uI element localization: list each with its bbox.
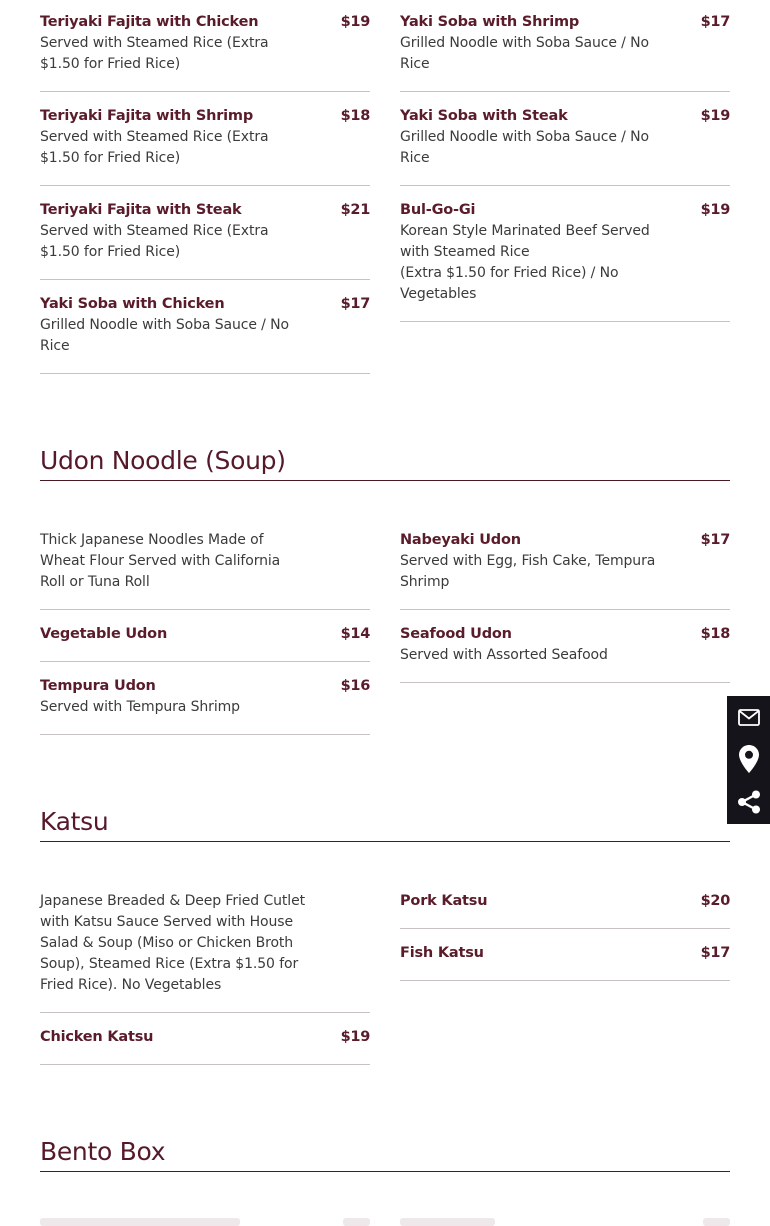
menu-item-price: $18	[700, 626, 730, 642]
menu-item-name: Teriyaki Fajita with Chicken	[40, 14, 259, 30]
location-button[interactable]	[727, 738, 770, 780]
menu-item	[400, 200, 730, 322]
menu-item-price: $19	[340, 14, 370, 30]
section-header-katsu	[40, 805, 730, 839]
menu-item-name: Pork Katsu	[400, 893, 488, 909]
section-note: Japanese Breaded & Deep Fried Cutlet with Katsu Sauce Served with House Salad & Soup (Miso or Chicken Broth Soup), Steamed Rice (Extra $1.50 for Fried Rice). No Vegetables	[40, 893, 305, 993]
menu-item-price: $19	[700, 108, 730, 124]
menu-item	[400, 106, 730, 186]
menu-item-name: Bul-Go-Gi	[400, 202, 476, 218]
cut-off-menu-item-name	[40, 1218, 240, 1226]
cut-off-menu-item-price	[703, 1218, 730, 1226]
menu-item-name: Tempura Udon	[40, 678, 156, 694]
menu-item-desc: Grilled Noodle with Soba Sauce / No Rice	[400, 129, 649, 166]
menu-item-price: $17	[340, 296, 370, 312]
menu-item	[400, 12, 730, 92]
section-header-bento	[40, 1135, 730, 1169]
menu-item-price: $14	[340, 626, 370, 642]
menu-item-price: $18	[340, 108, 370, 124]
menu-item-name: Vegetable Udon	[40, 626, 168, 642]
menu-item	[40, 12, 370, 92]
section-divider	[40, 841, 730, 842]
share-button[interactable]	[727, 781, 770, 823]
menu-item-desc: Korean Style Marinated Beef Served with Steamed Rice	[400, 223, 650, 260]
menu-item-desc-extra: (Extra $1.50 for Fried Rice) / No Vegetables	[400, 265, 619, 302]
envelope-icon	[738, 709, 760, 726]
menu-item-price: $20	[700, 893, 730, 909]
menu-item-name: Seafood Udon	[400, 626, 512, 642]
menu-item	[40, 676, 370, 735]
menu-item	[40, 106, 370, 186]
menu-item	[400, 530, 730, 610]
menu-item-price: $19	[340, 1029, 370, 1045]
email-button[interactable]	[727, 696, 770, 738]
menu-item-price: $17	[700, 14, 730, 30]
section-note: Thick Japanese Noodles Made of Wheat Flour Served with California Roll or Tuna Roll	[40, 532, 281, 590]
menu-item-price: $17	[700, 532, 730, 548]
menu-item-name: Teriyaki Fajita with Steak	[40, 202, 242, 218]
menu-item-name: Nabeyaki Udon	[400, 532, 521, 548]
section-divider	[40, 480, 730, 481]
menu-item-spacer	[40, 891, 370, 1013]
cut-off-menu-item-name	[400, 1218, 495, 1226]
section-title: Udon Noodle (Soup)	[40, 446, 286, 475]
floating-contact-bar	[727, 696, 770, 824]
menu-item-desc: Served with Egg, Fish Cake, Tempura Shrimp	[400, 553, 656, 590]
menu-item-desc: Served with Steamed Rice (Extra $1.50 for Fried Rice)	[40, 129, 269, 166]
menu-item-name: Yaki Soba with Chicken	[40, 296, 225, 312]
section-title: Katsu	[40, 807, 109, 836]
menu-item-price: $21	[340, 202, 370, 218]
menu-item-name: Chicken Katsu	[40, 1029, 154, 1045]
menu-item-desc: Served with Steamed Rice (Extra $1.50 for Fried Rice)	[40, 223, 269, 260]
share-icon	[737, 790, 761, 814]
menu-item	[400, 624, 730, 683]
menu-item-desc: Served with Steamed Rice (Extra $1.50 for Fried Rice)	[40, 35, 269, 72]
menu-item	[40, 530, 370, 610]
menu-item-price: $19	[700, 202, 730, 218]
menu-item	[400, 943, 730, 981]
menu-item-name: Fish Katsu	[400, 945, 484, 961]
menu-item-desc: Grilled Noodle with Soba Sauce / No Rice	[40, 317, 289, 354]
menu-item	[40, 624, 370, 662]
menu-item	[40, 1027, 370, 1065]
menu-item-price: $17	[700, 945, 730, 961]
section-title: Bento Box	[40, 1137, 166, 1166]
menu-item-desc: Served with Tempura Shrimp	[40, 699, 240, 715]
menu-item	[40, 200, 370, 280]
menu-item-desc: Grilled Noodle with Soba Sauce / No Rice	[400, 35, 649, 72]
menu-item-name: Yaki Soba with Steak	[400, 108, 568, 124]
section-divider	[40, 1171, 730, 1172]
menu-item-desc: Served with Assorted Seafood	[400, 647, 608, 663]
cut-off-menu-item-price	[343, 1218, 370, 1226]
section-header-udon	[40, 444, 730, 478]
map-pin-icon	[739, 745, 759, 773]
menu-item	[400, 891, 730, 929]
menu-item	[40, 294, 370, 374]
menu-item-name: Yaki Soba with Shrimp	[400, 14, 580, 30]
menu-item-name: Teriyaki Fajita with Shrimp	[40, 108, 254, 124]
menu-item-price: $16	[340, 678, 370, 694]
